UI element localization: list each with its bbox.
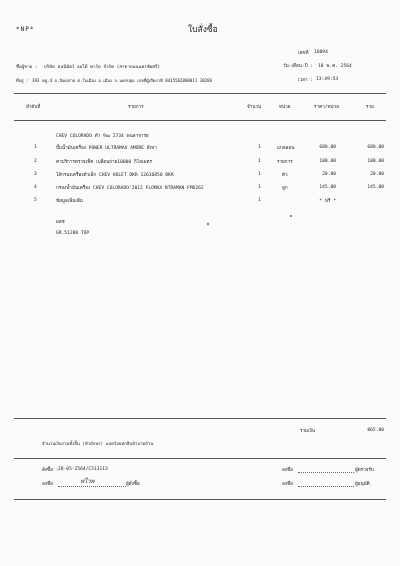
row-no: 1 xyxy=(34,145,37,150)
summary-top-rule xyxy=(14,418,386,419)
row-total: 145.00 xyxy=(367,185,384,190)
row-unit: ลูก xyxy=(282,186,288,191)
receiver-sign-line xyxy=(298,472,354,473)
row-price: 680.00 xyxy=(319,145,336,150)
approver-sign-label: ลงชื่อ xyxy=(282,482,293,487)
row-qty: 1 xyxy=(258,185,261,190)
page-title: ใบสั่งซื้อ xyxy=(188,25,218,35)
table-top-rule xyxy=(14,93,386,94)
buyer-sign-line xyxy=(58,486,126,487)
summary-bottom-rule xyxy=(14,458,386,459)
row-no: 5 xyxy=(34,198,37,203)
receiver-role: ผู้ตรวจรับ xyxy=(355,468,374,473)
row-no: 3 xyxy=(34,172,37,177)
col-header-total: รวม xyxy=(366,105,375,110)
table-header-rule xyxy=(14,120,386,121)
doc-number: 16094 xyxy=(314,50,328,55)
time-value: 13:49:53 xyxy=(316,77,339,82)
row-no: 2 xyxy=(34,159,37,164)
np-mark: *NP* xyxy=(16,26,35,33)
row-qty: 1 xyxy=(258,198,261,203)
col-header-item: รายการ xyxy=(128,105,144,110)
receiver-sign-label: ลงชื่อ xyxy=(282,468,293,473)
scan-mark xyxy=(207,223,210,226)
doc-number-label: เลขที่ xyxy=(298,51,309,56)
row-qty: 1 xyxy=(258,145,261,150)
row-item: ปั๊มน้ำมันเครื่อง POWER ULTRAMAX AMORE สีเทา xyxy=(56,146,157,151)
note-line-2: GR.51280 TOP xyxy=(56,231,90,236)
col-header-no: ลำดับที่ xyxy=(26,105,41,110)
total-label: รวมเงิน xyxy=(300,429,316,434)
row-item: กรองน้ำมันเครื่อง CHEV COLORADO'2012 FLOMAX NTRAMAN FMO262 xyxy=(56,186,204,191)
note-line-1: ผลช xyxy=(56,220,65,225)
row-total: 680.00 xyxy=(367,145,384,150)
total-amount: 865.00 xyxy=(367,428,384,433)
row-price: 180.00 xyxy=(319,159,336,164)
row-unit: แกลลอน xyxy=(277,146,295,151)
time-label: เวลา : xyxy=(298,78,314,83)
row-qty: 1 xyxy=(258,159,261,164)
row-total: 20.00 xyxy=(370,172,384,177)
row-no: 4 xyxy=(34,185,37,190)
row-unit: ตัว xyxy=(282,173,288,178)
buyer-sign-label: ลงชื่อ xyxy=(42,482,53,487)
approver-sign-line xyxy=(298,486,354,487)
order-reference: 28-05-2564/C513113 xyxy=(58,467,108,472)
order-label: สั่งซื้อ : xyxy=(42,468,59,473)
row-item: ข้อมูลเพิ่มเติม xyxy=(56,199,83,204)
approver-role: ผู้อนุมัติ xyxy=(355,482,370,487)
date-value: 18 พ.ค. 2564 xyxy=(318,64,352,69)
footer-rule xyxy=(14,499,386,500)
vendor-address: 393 หมู่.4 ถ.นิคมสาย ต.ในเมือง อ.เมือง จ.นครปฐม เลขที่ผู้เสียภาษี 0415562000011 30286 xyxy=(32,78,213,83)
scan-mark xyxy=(290,215,292,217)
row-price: 145.00 xyxy=(319,185,336,190)
date-label: วัน-เดือน-ปี : xyxy=(283,64,314,69)
vendor-name: บริษัท ธนนิมิตร์ ออโต้ พาร์ท จำกัด (สาขาถนนนครชัยศรี) xyxy=(44,65,161,70)
col-header-unit: หน่วย xyxy=(279,105,291,110)
row-qty: 1 xyxy=(258,172,261,177)
col-header-price: ราคา/หน่วย xyxy=(314,105,339,110)
buyer-role: ผู้สั่งซื้อ xyxy=(126,482,140,487)
vendor-name-label: ชื่อผู้ขาย : xyxy=(16,65,38,70)
col-header-qty: จำนวน xyxy=(247,105,262,110)
row-price: * ฟรี * xyxy=(319,199,336,204)
row-item: ค่าบริการตรวจเช็ค เปลี่ยนถ่าย10000 กิโลเมตร xyxy=(56,160,153,165)
row-unit: รายการ xyxy=(277,160,293,165)
vehicle-line: CHEV COLORADO ดำ 9ฒ 2734 พนลาจารย xyxy=(56,134,149,139)
buyer-signature: ฟใวพ xyxy=(80,478,95,485)
row-price: 20.00 xyxy=(322,172,336,177)
vendor-address-label: ที่อยู่ : xyxy=(16,78,29,83)
amount-in-words: จำนวนเงินรวมทั้งสิ้น (ตัวอักษร) แปดร้อยหกสิบห้าบาทถ้วน xyxy=(42,442,154,447)
row-total: 180.00 xyxy=(367,159,384,164)
row-item: ไส้กรองเครื่องตัวเล็ก CHEV HOLET DKR 12616850 DKR xyxy=(56,173,174,178)
